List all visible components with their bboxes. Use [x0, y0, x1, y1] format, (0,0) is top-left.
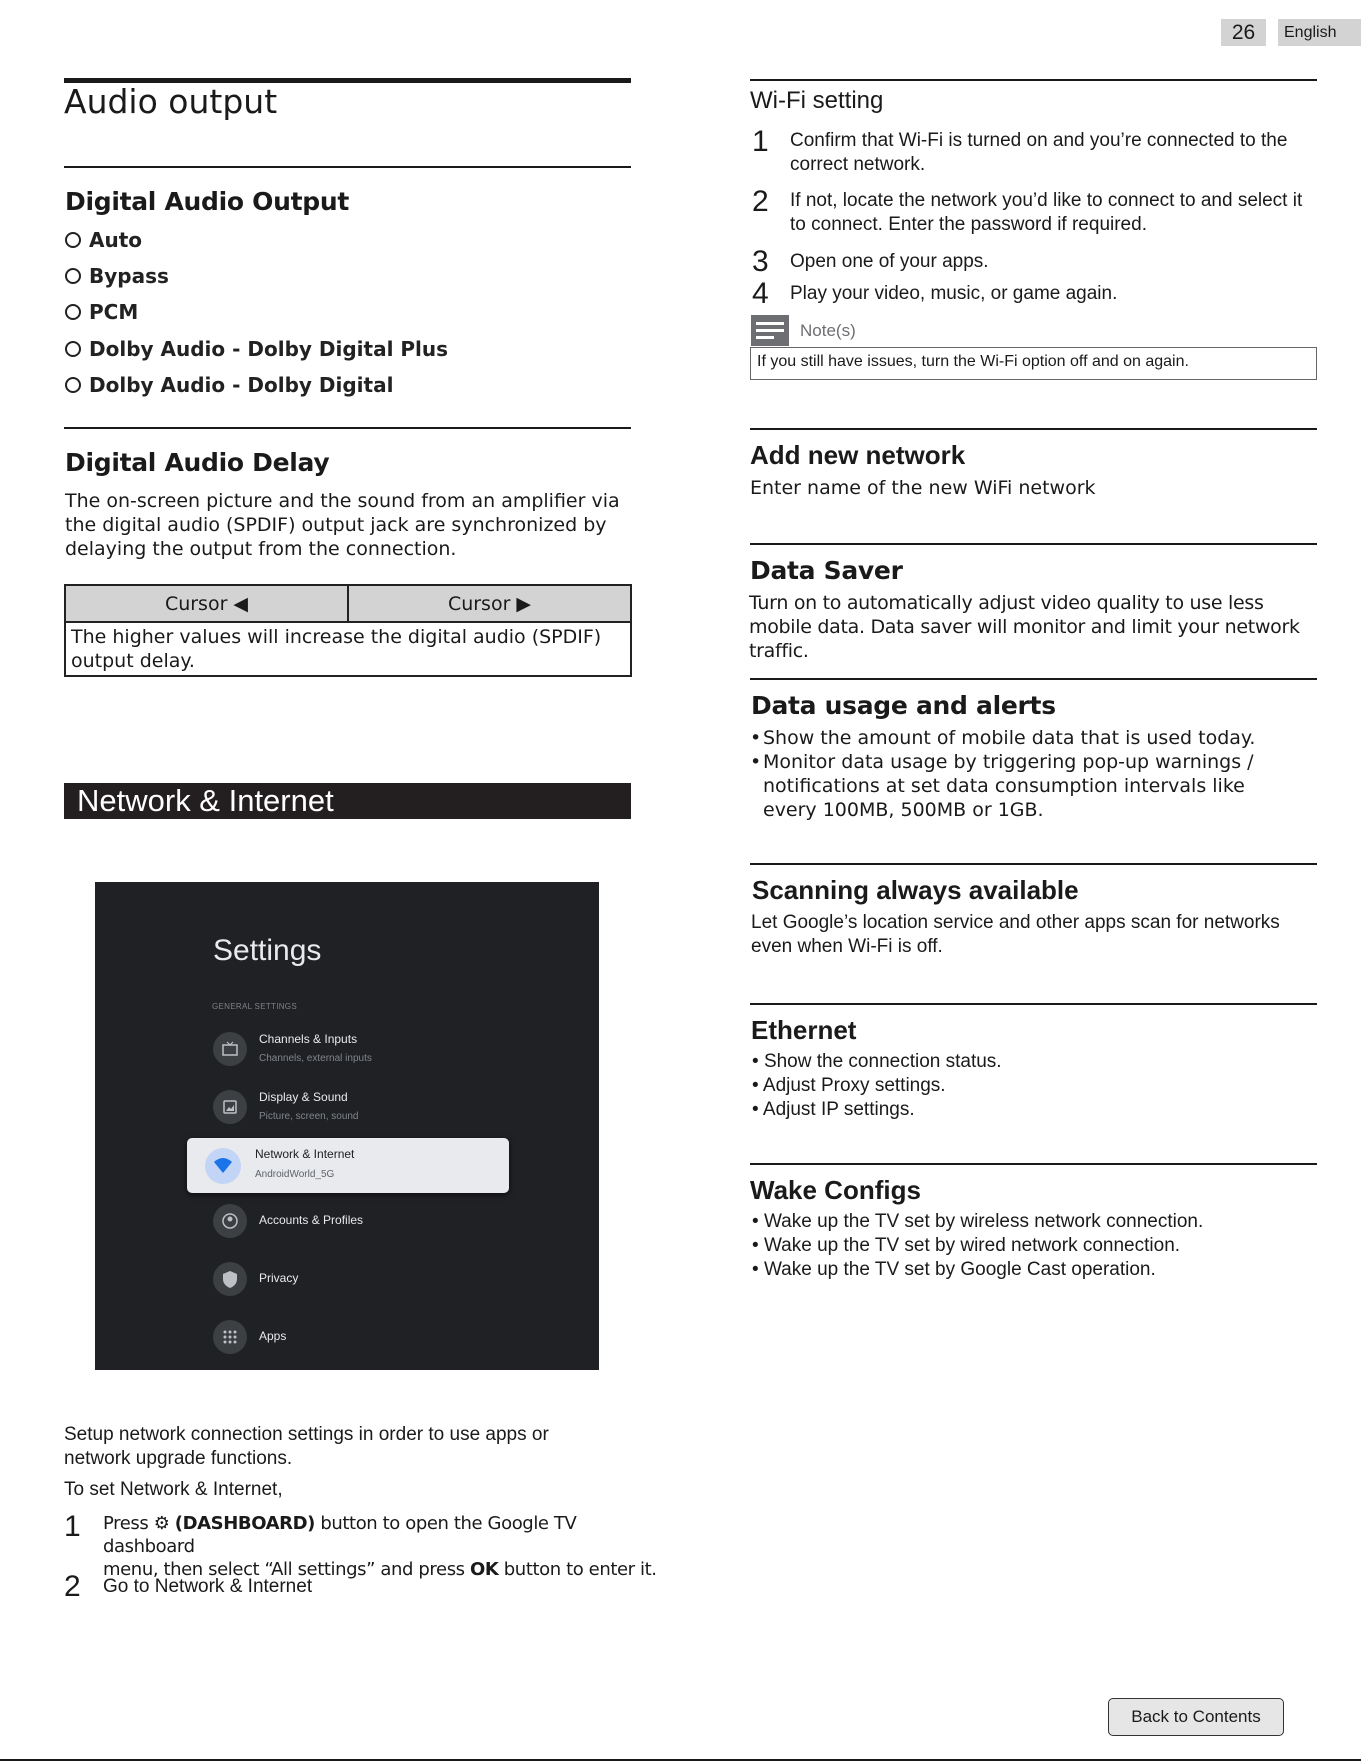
tv-item-label: Privacy	[259, 1271, 299, 1285]
radio-icon	[65, 268, 81, 284]
step-2-text: Go to Network & Internet	[103, 1576, 313, 1597]
option-dolby-digital-plus: Dolby Audio - Dolby Digital Plus	[65, 337, 448, 361]
tv-item-sub: Channels, external inputs	[259, 1053, 372, 1064]
option-bypass: Bypass	[65, 264, 169, 288]
step-number: 1	[752, 125, 769, 158]
note-label: Note(s)	[800, 321, 856, 340]
gear-icon: ⚙	[153, 1513, 170, 1534]
add-network-text: Enter name of the new WiFi network	[750, 477, 1096, 499]
digital-audio-delay-text: The on-screen picture and the sound from an amplifier via the digital audio (SPDIF) output jack are synchronized by delaying the output from the connection.	[65, 490, 620, 560]
radio-icon	[65, 232, 81, 248]
section-rule	[750, 79, 1317, 81]
settings-screenshot	[95, 882, 599, 1370]
data-usage-title: Data usage and alerts	[751, 691, 1056, 720]
step-number: 3	[752, 245, 769, 278]
wifi-step-text: Confirm that Wi-Fi is turned on and you’re connected to the correct network.	[790, 130, 1288, 175]
cursor-right-header: Cursor ▶	[348, 585, 631, 622]
bullet-icon: •	[752, 1051, 759, 1072]
wifi-step-text: Play your video, music, or game again.	[790, 283, 1118, 304]
wifi-step-text: Open one of your apps.	[790, 251, 989, 272]
step-number: 1	[64, 1510, 81, 1543]
bullet-icon: •	[752, 1099, 759, 1120]
scanning-title: Scanning always available	[752, 875, 1079, 905]
digital-audio-output-title: Digital Audio Output	[65, 187, 350, 216]
audio-output-title: Audio output	[64, 82, 278, 121]
cursor-table-cell: The higher values will increase the digital audio (SPDIF) output delay.	[65, 622, 631, 676]
option-dolby-digital: Dolby Audio - Dolby Digital	[65, 373, 393, 397]
tv-item-label: Apps	[259, 1329, 287, 1343]
section-rule	[750, 543, 1317, 545]
step-number: 4	[752, 277, 769, 310]
radio-icon	[65, 304, 81, 320]
account-icon	[213, 1204, 247, 1238]
section-rule	[750, 1163, 1317, 1165]
step-1-text: Press ⚙ (DASHBOARD) button to open the Google TV dashboard menu, then select “All settings” and press OK button to enter it.	[103, 1513, 657, 1580]
wake-bullets: • Wake up the TV set by wireless network connection. • Wake up the TV set by wired network connection. • Wake up the TV set by Google Cast operation.	[752, 1211, 1204, 1280]
to-set-text: To set Network & Internet,	[64, 1479, 283, 1500]
radio-icon	[65, 341, 81, 357]
ethernet-bullets: • Show the connection status. • Adjust Proxy settings. • Adjust IP settings.	[752, 1051, 1002, 1120]
tv-item-network-selected	[187, 1138, 509, 1193]
step-number: 2	[752, 185, 769, 218]
picture-icon	[213, 1090, 247, 1124]
tv-item-sub: AndroidWorld_5G	[255, 1169, 335, 1180]
cursor-left-header: Cursor ◀	[65, 585, 348, 622]
wifi-setting-title: Wi-Fi setting	[750, 87, 884, 114]
tv-icon	[213, 1032, 247, 1066]
section-rule	[64, 166, 631, 168]
option-pcm: PCM	[65, 300, 138, 324]
settings-title: Settings	[213, 934, 322, 967]
note-icon	[751, 315, 789, 346]
page-language: English	[1278, 19, 1361, 46]
ethernet-title: Ethernet	[751, 1015, 857, 1045]
page-number: 26	[1221, 19, 1266, 46]
cursor-table	[64, 584, 632, 677]
data-usage-bullet: • Show the amount of mobile data that is used today. • Monitor data usage by triggering pop-up warnings / notifications at set data consumption intervals like every 100MB, 500MB or 1GB.	[750, 727, 1256, 821]
back-to-contents-button[interactable]: Back to Contents	[1108, 1698, 1284, 1736]
section-rule	[750, 428, 1317, 430]
note-box: If you still have issues, turn the Wi-Fi option off and on again.	[750, 347, 1317, 380]
setup-text: Setup network connection settings in order to use apps or network upgrade functions.	[64, 1424, 549, 1469]
section-rule	[750, 863, 1317, 865]
add-network-title: Add new network	[750, 440, 966, 470]
bullet-icon: •	[750, 727, 762, 749]
wifi-step-text: If not, locate the network you’d like to connect to and select it to connect. Enter the password if required.	[790, 190, 1303, 235]
tv-item-label: Channels & Inputs	[259, 1032, 358, 1046]
tv-item-label: Network & Internet	[255, 1147, 355, 1161]
bullet-icon: •	[752, 1235, 759, 1256]
tv-item-label: Accounts & Profiles	[259, 1213, 364, 1227]
bullet-icon: •	[752, 1075, 759, 1096]
radio-icon	[65, 377, 81, 393]
apps-grid-icon	[213, 1320, 247, 1354]
network-internet-banner: Network & Internet	[64, 783, 631, 819]
scanning-text: Let Google’s location service and other apps scan for networks even when Wi-Fi is off.	[751, 912, 1280, 957]
tv-item-label: Display & Sound	[259, 1090, 348, 1104]
tv-item-sub: Picture, screen, sound	[259, 1111, 359, 1122]
bullet-icon: •	[752, 1259, 759, 1280]
data-saver-title: Data Saver	[750, 556, 903, 585]
shield-icon	[213, 1262, 247, 1296]
section-rule	[750, 1003, 1317, 1005]
wifi-icon	[205, 1148, 241, 1184]
section-rule	[64, 427, 631, 429]
section-rule	[750, 678, 1317, 680]
digital-audio-delay-title: Digital Audio Delay	[65, 448, 330, 477]
wake-configs-title: Wake Configs	[750, 1175, 921, 1205]
option-auto: Auto	[65, 228, 142, 252]
bullet-icon: •	[752, 1211, 759, 1232]
bullet-icon: •	[750, 751, 762, 773]
data-saver-text: Turn on to automatically adjust video quality to use less mobile data. Data saver will monitor and limit your network traffic.	[749, 592, 1300, 662]
general-settings-label: GENERAL SETTINGS	[212, 1002, 297, 1011]
step-number: 2	[64, 1570, 81, 1603]
